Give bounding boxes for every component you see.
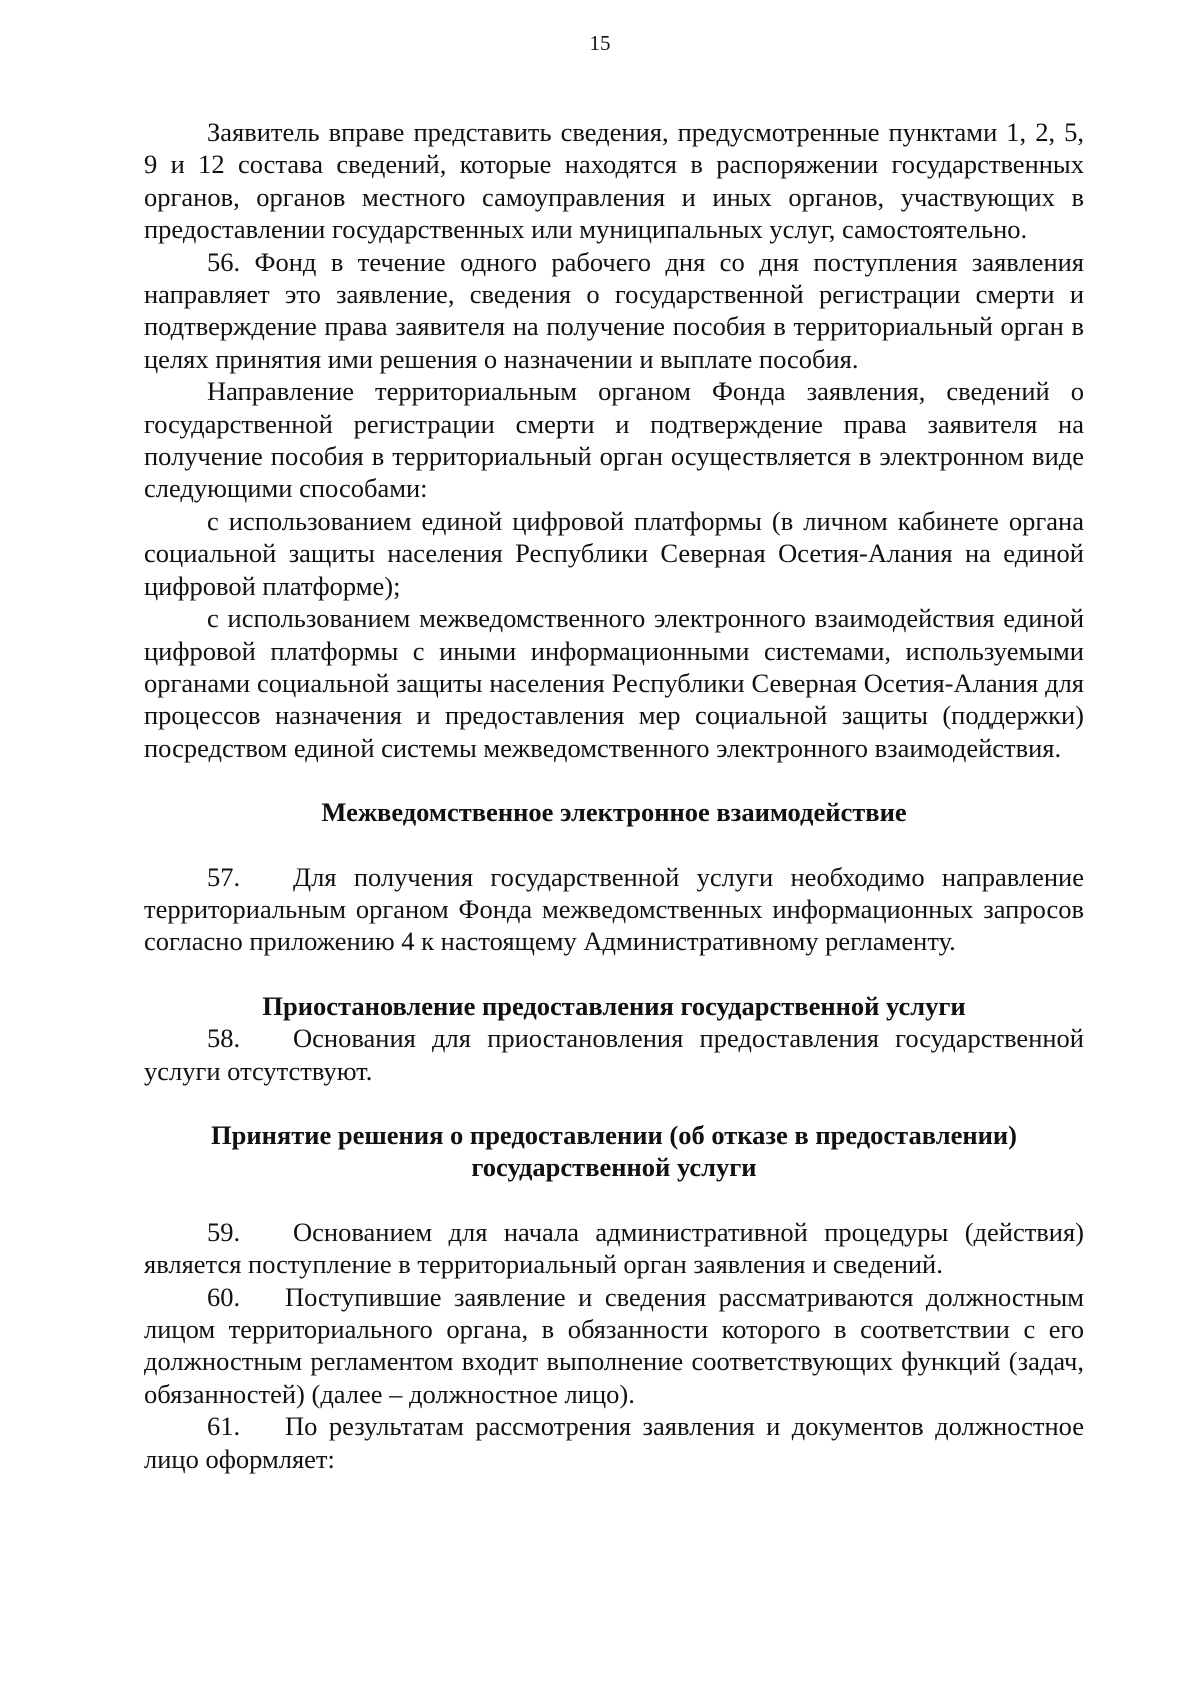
paragraph-57 xyxy=(144,861,1084,958)
item-text-60: Поступившие заявление и сведения рассматриваются должностным лицом территориального органа, в обязанности которого в соответствии с его должностным регламентом входит выполнение соответствующих функций (задач, обязанностей) (далее – должностное лицо). xyxy=(144,1281,1084,1409)
document-body xyxy=(144,116,1084,1475)
paragraph-58 xyxy=(144,1022,1084,1087)
item-text-57: Для получения государственной услуги необходимо направление территориальным органом Фонда межведомственных информационных запросов согласно приложению 4 к настоящему Административному регламенту. xyxy=(144,861,1084,957)
item-number-61: 61. xyxy=(207,1411,241,1442)
heading-interagency: Межведомственное электронное взаимодействие xyxy=(321,797,907,828)
paragraph-direction-methods: Направление территориальным органом Фонда заявления, сведений о государственной регистрации смерти и подтверждение права заявителя на получение пособия в территориальный орган осуществляется в электронном виде следующими способами: xyxy=(144,376,1084,504)
heading-suspension: Приостановление предоставления государственной услуги xyxy=(262,990,966,1021)
item-text-59: Основанием для начала административной процедуры (действия) является поступление в территориальный орган заявления и сведений. xyxy=(144,1216,1084,1280)
paragraph-method-interagency: с использованием межведомственного электронного взаимодействия единой цифровой платформы с иными информационными системами, используемыми органами социальной защиты населения Республики Северная Осетия-Алания для процессов назначения и предоставления мер социальной защиты (поддержки) посредством единой системы межведомственного электронного взаимодействия. xyxy=(144,603,1084,763)
item-text-58: Основания для приостановления предоставления государственной услуги отсутствуют. xyxy=(144,1023,1084,1086)
item-number-58: 58. xyxy=(207,1023,241,1054)
paragraph-applicant-rights: Заявитель вправе представить сведения, предусмотренные пунктами 1, 2, 5, 9 и 12 состава сведений, которые находятся в распоряжении государственных органов, органов местного самоуправления и иных органов, участвующих в предоставлении государственных или муниципальных услуг, самостоятельно. xyxy=(144,117,1084,245)
item-text-61: По результатам рассмотрения заявления и документов должностное лицо оформляет: xyxy=(144,1411,1084,1474)
paragraph-60 xyxy=(144,1281,1084,1411)
item-number-60: 60. xyxy=(207,1281,241,1312)
paragraph-59 xyxy=(144,1216,1084,1281)
heading-decision-line-2: государственной услуги xyxy=(471,1152,757,1183)
paragraph-56: 56. Фонд в течение одного рабочего дня со дня поступления заявления направляет это заявление, сведения о государственной регистрации смерти и подтверждение права заявителя на получение пособия в территориальный орган в целях принятия ими решения о назначении и выплате пособия. xyxy=(144,246,1084,374)
heading-decision-line-1: Принятие решения о предоставлении (об отказе в предоставлении) xyxy=(211,1119,1017,1150)
paragraph-method-digital-platform: с использованием единой цифровой платформы (в личном кабинете органа социальной защиты населения Республики Северная Осетия-Алания на единой цифровой платформе); xyxy=(144,505,1084,601)
item-number-59: 59. xyxy=(207,1216,241,1247)
paragraph-61 xyxy=(144,1410,1084,1475)
page-number: 15 xyxy=(589,31,611,55)
item-number-57: 57. xyxy=(207,861,241,892)
